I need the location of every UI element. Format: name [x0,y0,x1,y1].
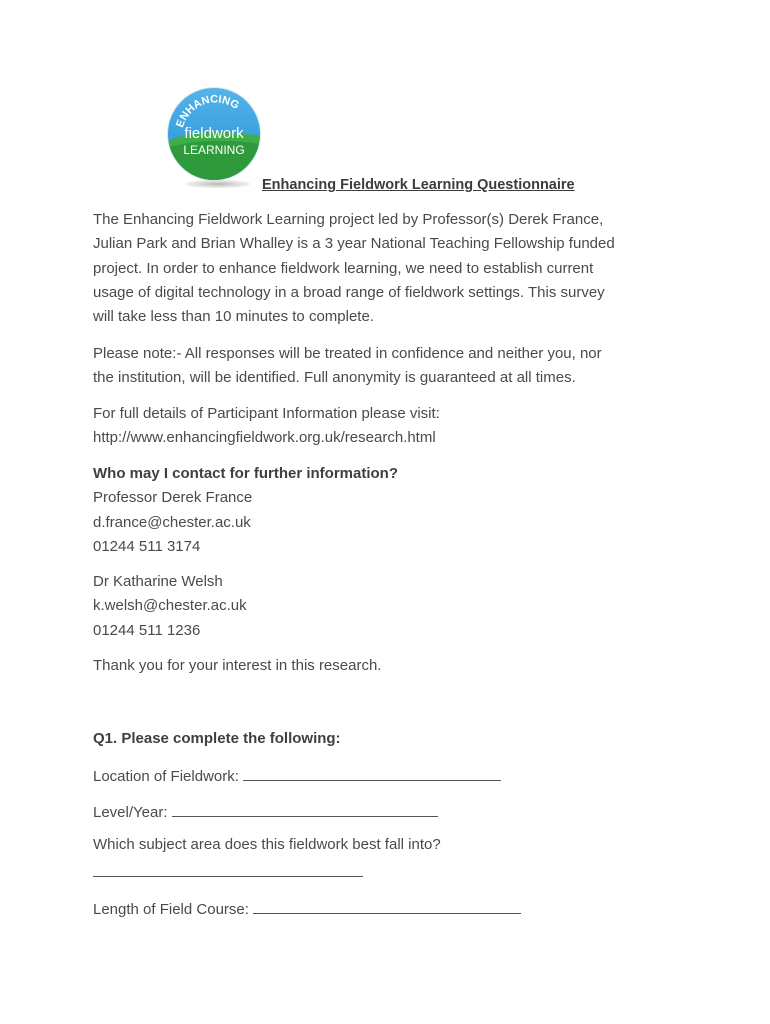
intro-line: The Enhancing Fieldwork Learning project led by Professor(s) Derek France, [93,211,604,228]
level-row [93,800,438,821]
q1-heading: Q1. Please complete the following: [93,730,341,747]
page-title: Enhancing Fieldwork Learning Questionnaire [262,177,575,193]
contact-name: Professor Derek France [93,489,253,507]
length-label: Length of Field Course: [93,901,249,918]
length-field[interactable] [253,897,521,914]
enhancing-fieldwork-logo [166,86,262,182]
research-link[interactable]: http://www.enhancingfieldwork.org.uk/research.html [93,429,436,447]
intro-paragraph [93,208,693,329]
details-line: For full details of Participant Information please visit: [93,405,440,422]
subject-answer-row [93,860,363,881]
thanks-line: Thank you for your interest in this research. [93,657,382,674]
contact-phone: 01244 511 1236 [93,621,201,639]
note-line: Please note:- All responses will be treated in confidence and neither you, nor [93,345,602,362]
thanks-text [93,654,693,678]
subject-row [93,836,441,853]
intro-line: project. In order to enhance fieldwork learning, we need to establish current [93,259,594,277]
q1-section [93,727,693,751]
logo-word-fieldwork: fieldwork [184,125,244,142]
logo-word-learning: LEARNING [183,143,245,157]
logo-shadow [186,180,250,188]
contact-section [93,462,693,559]
location-field[interactable] [243,764,501,781]
intro-line: usage of digital technology in a broad range of fieldwork settings. This survey [93,283,605,301]
contact-email[interactable]: d.france@chester.ac.uk [93,513,251,531]
contact-name: Dr Katharine Welsh [93,573,223,590]
level-label: Level/Year: [93,804,168,821]
subject-field[interactable] [93,860,363,877]
contact-heading: Who may I contact for further information? [93,465,399,482]
contact-phone: 01244 511 3174 [93,537,201,555]
participant-info [93,402,693,451]
contact-section-2 [93,570,693,643]
confidentiality-note [93,342,693,391]
contact-email[interactable]: k.welsh@chester.ac.uk [93,597,247,615]
logo-word-enhancing: ENHANCING [174,93,241,130]
subject-label: Which subject area does this fieldwork best fall into? [93,836,441,853]
length-row [93,897,521,918]
location-label: Location of Fieldwork: [93,768,239,785]
location-row [93,764,501,785]
level-field[interactable] [172,800,438,817]
intro-line: will take less than 10 minutes to complete. [93,308,374,326]
note-line: the institution, will be identified. Full anonymity is guaranteed at all times. [93,369,576,387]
intro-line: Julian Park and Brian Whalley is a 3 year National Teaching Fellowship funded [93,235,615,253]
